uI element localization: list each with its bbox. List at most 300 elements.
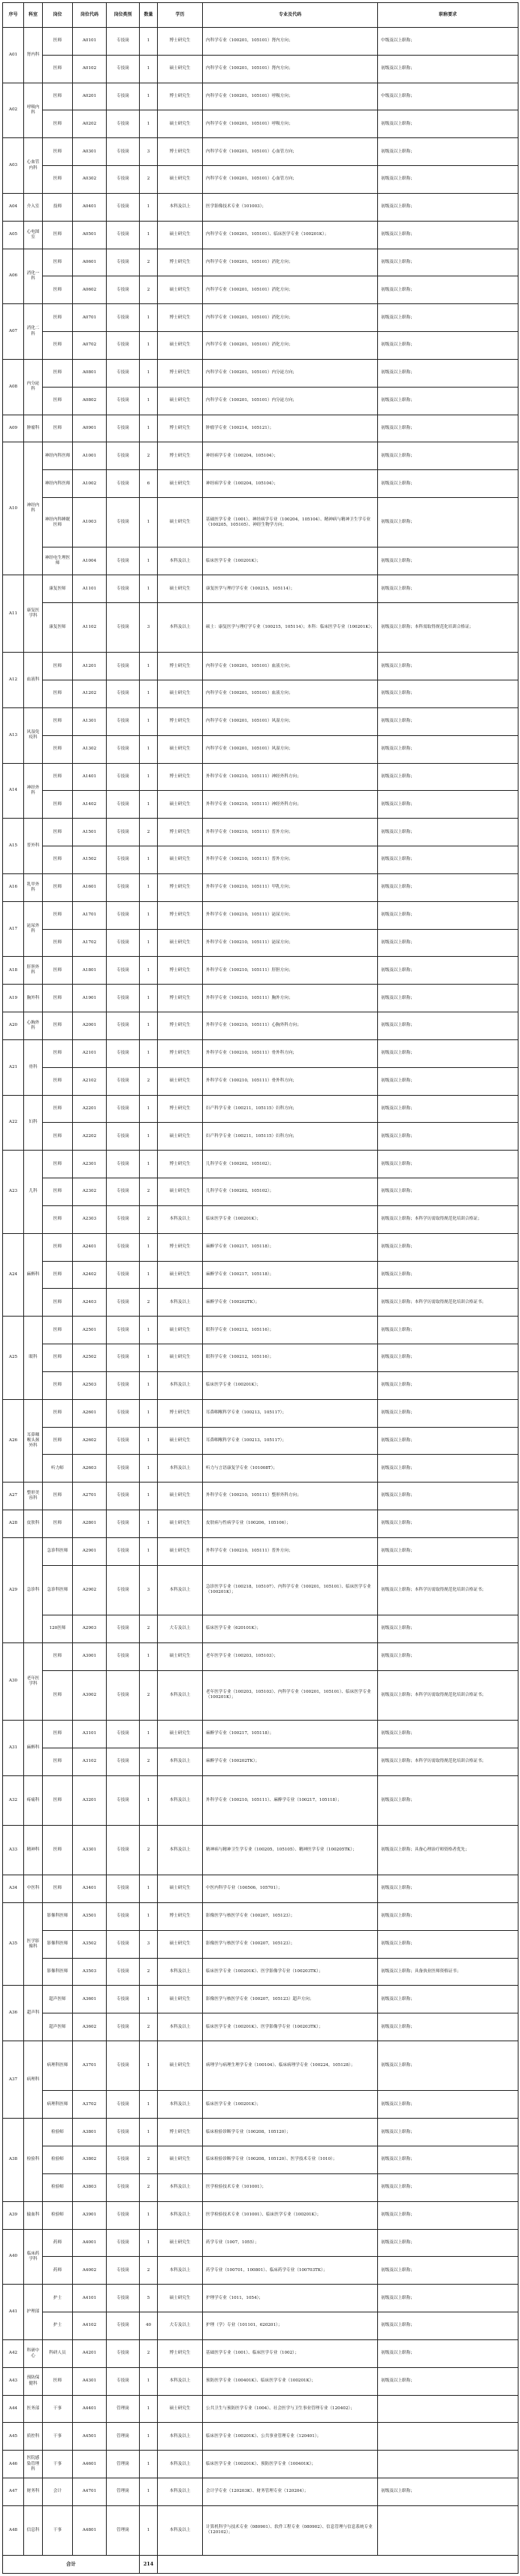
cell-category: 专技岗 xyxy=(107,2285,140,2312)
cell-category: 专技岗 xyxy=(107,304,140,332)
cell-education: 博士研究生 xyxy=(158,415,203,442)
cell-count: 1 xyxy=(140,1399,158,1427)
cell-code: A0701 xyxy=(73,304,107,332)
cell-category: 专技岗 xyxy=(107,985,140,1012)
cell-major: 药学专业（100701，100801）、临床药学专业（100703TK）； xyxy=(203,2257,378,2285)
cell-title-req: 初级及以上职称；本科学历需取得规范化培训合格证书； xyxy=(378,1748,518,1775)
table-row xyxy=(3,1012,518,1040)
cell-post: 医师 xyxy=(43,846,73,874)
table-row xyxy=(3,1178,518,1206)
cell-post: 影像科医师 xyxy=(43,1902,73,1930)
cell-title-req: 初级及以上职称； xyxy=(378,2285,518,2312)
cell-post: 医师 xyxy=(43,1344,73,1372)
cell-education: 博士研究生 xyxy=(158,304,203,332)
cell-count: 1 xyxy=(140,193,158,221)
cell-education: 硕士研究生 xyxy=(158,680,203,708)
cell-count: 1 xyxy=(140,763,158,791)
cell-title-req: 初级及以上职称； xyxy=(378,2339,518,2367)
cell-code: A0901 xyxy=(73,415,107,442)
cell-post: 医师 xyxy=(43,819,73,846)
cell-education: 本科及以上 xyxy=(158,2505,203,2555)
cell-seq: A05 xyxy=(3,221,24,249)
table-row xyxy=(3,221,518,249)
cell-count: 1 xyxy=(140,1875,158,1903)
cell-category: 专技岗 xyxy=(107,1902,140,1930)
table-row xyxy=(3,1261,518,1289)
cell-title-req: 初级及以上职称； xyxy=(378,221,518,249)
cell-count: 2 xyxy=(140,2146,158,2174)
cell-category: 专技岗 xyxy=(107,2339,140,2367)
cell-seq: A15 xyxy=(3,819,24,874)
cell-education: 硕士研究生 xyxy=(158,1123,203,1151)
cell-post: 医师 xyxy=(43,1399,73,1427)
cell-seq: A12 xyxy=(3,653,24,708)
cell-seq: A09 xyxy=(3,415,24,442)
cell-education: 博士研究生 xyxy=(158,28,203,56)
cell-major: 麻醉学专业（100217，105118）； xyxy=(203,1233,378,1261)
cell-dept: 皮肤科 xyxy=(24,1510,43,1538)
cell-code: A2302 xyxy=(73,1178,107,1206)
cell-post: 120医师 xyxy=(43,1615,73,1642)
cell-post: 会计 xyxy=(43,2478,73,2506)
cell-code: A4201 xyxy=(73,2339,107,2367)
cell-seq: A20 xyxy=(3,1012,24,1040)
cell-code: A3002 xyxy=(73,1670,107,1720)
cell-post: 医师 xyxy=(43,1642,73,1670)
total-blank xyxy=(158,2556,518,2574)
cell-major: 护理学专业（1011，1054）； xyxy=(203,2285,378,2312)
cell-count: 1 xyxy=(140,110,158,138)
cell-post: 医师 xyxy=(43,1012,73,1040)
cell-category: 专技岗 xyxy=(107,359,140,387)
cell-education: 本科及以上 xyxy=(158,1825,203,1875)
cell-post: 医师 xyxy=(43,1289,73,1317)
cell-title-req: 初级及以上职称； xyxy=(378,55,518,83)
cell-category: 专技岗 xyxy=(107,1670,140,1720)
cell-major: 临床医学专业（100201K）； xyxy=(203,1205,378,1233)
cell-code: A3602 xyxy=(73,2013,107,2041)
cell-seq: A33 xyxy=(3,1825,24,1875)
cell-category: 专技岗 xyxy=(107,387,140,415)
header-code: 岗位代码 xyxy=(73,3,107,28)
cell-post: 医师 xyxy=(43,28,73,56)
table-row xyxy=(3,2339,518,2367)
cell-category: 专技岗 xyxy=(107,1233,140,1261)
table-row xyxy=(3,83,518,110)
cell-count: 1 xyxy=(140,985,158,1012)
table-row xyxy=(3,1902,518,1930)
table-row xyxy=(3,653,518,680)
cell-category: 专技岗 xyxy=(107,1720,140,1748)
cell-count: 1 xyxy=(140,221,158,249)
cell-education: 博士研究生 xyxy=(158,1012,203,1040)
cell-post: 医师 xyxy=(43,332,73,360)
cell-code: A4102 xyxy=(73,2312,107,2340)
table-row xyxy=(3,1455,518,1483)
cell-post: 医师 xyxy=(43,1261,73,1289)
cell-post: 医师 xyxy=(43,1205,73,1233)
cell-code: A0102 xyxy=(73,55,107,83)
table-row xyxy=(3,193,518,221)
header-seq: 序号 xyxy=(3,3,24,28)
cell-category: 专技岗 xyxy=(107,2041,140,2091)
cell-major: 儿科学专业（100202，105102）； xyxy=(203,1178,378,1206)
cell-major: 临床医学专业（620101K）； xyxy=(203,1615,378,1642)
cell-dept: 老年医学科 xyxy=(24,1642,43,1720)
cell-education: 硕士研究生 xyxy=(158,276,203,304)
cell-code: A1003 xyxy=(73,498,107,547)
cell-post: 医师 xyxy=(43,83,73,110)
cell-count: 3 xyxy=(140,603,158,653)
cell-title-req: 初级及以上职称； xyxy=(378,1930,518,1958)
cell-post: 医师 xyxy=(43,1825,73,1875)
cell-major: 老年医学专业（100203，105103）； xyxy=(203,1642,378,1670)
cell-seq: A35 xyxy=(3,1902,24,1985)
cell-education: 硕士研究生 xyxy=(158,1930,203,1958)
cell-code: A3503 xyxy=(73,1958,107,1986)
cell-education: 硕士研究生 xyxy=(158,791,203,819)
header-major: 专业及代码 xyxy=(203,3,378,28)
cell-major: 影像医学与核医学专业（100207，105123）； xyxy=(203,1902,378,1930)
cell-category: 专技岗 xyxy=(107,2312,140,2340)
cell-education: 博士研究生 xyxy=(158,1902,203,1930)
table-row xyxy=(3,1039,518,1067)
cell-category: 专技岗 xyxy=(107,2367,140,2395)
cell-education: 博士研究生 xyxy=(158,442,203,470)
cell-code: A0602 xyxy=(73,276,107,304)
table-row xyxy=(3,1875,518,1903)
cell-major: 临床医学专业（100201K）； xyxy=(203,547,378,575)
cell-post: 检验师 xyxy=(43,2201,73,2229)
cell-count: 1 xyxy=(140,1427,158,1455)
cell-category: 专技岗 xyxy=(107,498,140,547)
cell-count: 1 xyxy=(140,1371,158,1399)
cell-dept: 医务部 xyxy=(24,2395,43,2423)
cell-education: 本科及以上 xyxy=(158,2173,203,2201)
cell-major: 内科学专业（100201，105101）风湿方向； xyxy=(203,707,378,735)
cell-title-req: 初级及以上职称； xyxy=(378,1095,518,1123)
cell-post: 医师 xyxy=(43,1427,73,1455)
cell-title-req: 初级及以上职称； xyxy=(378,735,518,763)
cell-post: 急诊科医师 xyxy=(43,1537,73,1565)
cell-title-req: 初级及以上职称；本科需取得规范化培训合格证； xyxy=(378,603,518,653)
cell-major: 临床医学专业（100201K）、公共事业管理专业（120401）； xyxy=(203,2423,378,2451)
cell-major: 基础医学专业（1001）、临床医学专业（1002）； xyxy=(203,2339,378,2367)
cell-education: 博士研究生 xyxy=(158,985,203,1012)
cell-dept: 信息科 xyxy=(24,2505,43,2555)
cell-category: 专技岗 xyxy=(107,2146,140,2174)
cell-major: 影像医学与核医学专业（100207，105123）超声方向； xyxy=(203,1986,378,2013)
cell-dept: 检验科 xyxy=(24,2119,43,2201)
cell-dept: 心电图室 xyxy=(24,221,43,249)
cell-title-req xyxy=(378,2451,518,2478)
cell-education: 博士研究生 xyxy=(158,763,203,791)
cell-major: 内科学专业（100201，105101）消化方向； xyxy=(203,332,378,360)
cell-title-req: 初级及以上职称； xyxy=(378,470,518,498)
cell-count: 1 xyxy=(140,1095,158,1123)
cell-code: A3801 xyxy=(73,2119,107,2146)
cell-post: 病理科医师 xyxy=(43,2091,73,2119)
cell-dept: 整形美容科 xyxy=(24,1483,43,1510)
table-row xyxy=(3,415,518,442)
cell-title-req: 初级及以上职称；本科学历需取得规范化培训合格证； xyxy=(378,1205,518,1233)
cell-education: 硕士研究生 xyxy=(158,2285,203,2312)
table-row xyxy=(3,1371,518,1399)
cell-code: A4101 xyxy=(73,2285,107,2312)
cell-post: 医师 xyxy=(43,359,73,387)
cell-education: 硕士研究生 xyxy=(158,1427,203,1455)
cell-education: 博士研究生 xyxy=(158,83,203,110)
cell-major: 医学检验技术专业（101001）； xyxy=(203,2173,378,2201)
table-row xyxy=(3,1615,518,1642)
cell-dept: 消化二科 xyxy=(24,304,43,360)
cell-count: 1 xyxy=(140,1317,158,1344)
cell-major: 内科学专业（100201，105101）、临床医学专业（100201K）； xyxy=(203,221,378,249)
cell-title-req: 初级及以上职称； xyxy=(378,138,518,166)
cell-category: 专技岗 xyxy=(107,2201,140,2229)
cell-title-req: 初级及以上职称； xyxy=(378,1178,518,1206)
cell-count: 3 xyxy=(140,1930,158,1958)
cell-code: A2502 xyxy=(73,1344,107,1372)
cell-count: 1 xyxy=(140,415,158,442)
cell-major: 眼科学专业（100212，105116）； xyxy=(203,1344,378,1372)
table-row xyxy=(3,55,518,83)
cell-count: 1 xyxy=(140,28,158,56)
cell-education: 硕士研究生 xyxy=(158,55,203,83)
table-row xyxy=(3,1537,518,1565)
table-row xyxy=(3,846,518,874)
cell-major: 外科学专业（100210，105111）神经外科方向； xyxy=(203,791,378,819)
cell-major: 外科学专业（100210，105111）整形外科方向； xyxy=(203,1483,378,1510)
cell-post: 医师 xyxy=(43,276,73,304)
table-row xyxy=(3,707,518,735)
table-row xyxy=(3,470,518,498)
cell-code: A1401 xyxy=(73,763,107,791)
cell-seq: A26 xyxy=(3,1399,24,1482)
table-row xyxy=(3,2201,518,2229)
cell-education: 硕士研究生 xyxy=(158,1261,203,1289)
cell-category: 专技岗 xyxy=(107,1039,140,1067)
cell-code: A2301 xyxy=(73,1151,107,1178)
cell-seq: A11 xyxy=(3,575,24,653)
cell-education: 本科及以上 xyxy=(158,1748,203,1775)
cell-post: 医师 xyxy=(43,1151,73,1178)
cell-count: 1 xyxy=(140,575,158,603)
table-row xyxy=(3,929,518,957)
cell-post: 检验师 xyxy=(43,2119,73,2146)
cell-seq: A13 xyxy=(3,707,24,763)
cell-title-req: 初级及以上职称； xyxy=(378,2201,518,2229)
cell-seq: A39 xyxy=(3,2201,24,2229)
cell-seq: A21 xyxy=(3,1039,24,1095)
cell-count: 1 xyxy=(140,2451,158,2478)
cell-code: A0301 xyxy=(73,138,107,166)
cell-dept: 肾内科 xyxy=(24,28,43,83)
cell-education: 博士研究生 xyxy=(158,1233,203,1261)
cell-category: 专技岗 xyxy=(107,442,140,470)
cell-major: 内科学专业（100201，105101）消化方向； xyxy=(203,276,378,304)
cell-major: 内科学专业（100201，105101）心血管方向； xyxy=(203,138,378,166)
cell-title-req: 初级及以上职称； xyxy=(378,2257,518,2285)
cell-post: 干事 xyxy=(43,2395,73,2423)
cell-category: 专技岗 xyxy=(107,1371,140,1399)
cell-post: 干事 xyxy=(43,2505,73,2555)
cell-title-req: 初级及以上职称； xyxy=(378,1875,518,1903)
cell-code: A3001 xyxy=(73,1642,107,1670)
cell-title-req: 初级及以上职称； xyxy=(378,2367,518,2395)
cell-dept: 中医科 xyxy=(24,1875,43,1903)
cell-count: 1 xyxy=(140,1344,158,1372)
cell-post: 康复医师 xyxy=(43,575,73,603)
table-row xyxy=(3,1775,518,1825)
cell-post: 医师 xyxy=(43,1178,73,1206)
table-body xyxy=(3,28,518,2556)
table-row xyxy=(3,873,518,901)
cell-title-req: 初级及以上职称； xyxy=(378,2041,518,2091)
cell-code: A2601 xyxy=(73,1399,107,1427)
cell-major: 外科学专业（100210，105111）骨外科方向； xyxy=(203,1067,378,1095)
cell-post: 康复医师 xyxy=(43,603,73,653)
cell-major: 内科学专业（100201，105101）心血管方向； xyxy=(203,166,378,194)
table-row xyxy=(3,1399,518,1427)
cell-education: 本科及以上 xyxy=(158,1958,203,1986)
cell-post: 神经内科医师 xyxy=(43,442,73,470)
cell-major: 中医内科学专业（100506，105701）； xyxy=(203,1875,378,1903)
cell-education: 硕士研究生 xyxy=(158,498,203,547)
cell-dept: 麻醉科 xyxy=(24,1720,43,1775)
cell-seq: A24 xyxy=(3,1233,24,1316)
cell-code: A3601 xyxy=(73,1986,107,2013)
cell-category: 专技岗 xyxy=(107,1455,140,1483)
cell-education: 本科及以上 xyxy=(158,2257,203,2285)
cell-education: 本科及以上 xyxy=(158,2013,203,2041)
cell-count: 1 xyxy=(140,1642,158,1670)
cell-post: 药师 xyxy=(43,2257,73,2285)
cell-post: 医师 xyxy=(43,1233,73,1261)
cell-education: 硕士研究生 xyxy=(158,846,203,874)
cell-post: 影像科医师 xyxy=(43,1930,73,1958)
cell-code: A1202 xyxy=(73,680,107,708)
table-row xyxy=(3,304,518,332)
cell-dept: 质控科 xyxy=(24,2423,43,2451)
cell-post: 超声医师 xyxy=(43,1986,73,2013)
cell-category: 专技岗 xyxy=(107,957,140,985)
cell-code: A3502 xyxy=(73,1930,107,1958)
cell-education: 本科及以上 xyxy=(158,1289,203,1317)
cell-code: A0202 xyxy=(73,110,107,138)
cell-dept: 肿瘤科 xyxy=(24,415,43,442)
cell-category: 专技岗 xyxy=(107,1205,140,1233)
cell-major: 内科学专业（100201，105101）消化方向； xyxy=(203,304,378,332)
table-row xyxy=(3,2312,518,2340)
cell-education: 本科及以上 xyxy=(158,193,203,221)
table-row xyxy=(3,1720,518,1748)
table-row xyxy=(3,1483,518,1510)
cell-category: 专技岗 xyxy=(107,1825,140,1875)
cell-code: A2402 xyxy=(73,1261,107,1289)
cell-code: A1301 xyxy=(73,707,107,735)
cell-category: 专技岗 xyxy=(107,193,140,221)
cell-count: 1 xyxy=(140,1510,158,1538)
cell-major: 药学专业（1007，1055）； xyxy=(203,2229,378,2257)
table-row xyxy=(3,1205,518,1233)
cell-count: 2 xyxy=(140,166,158,194)
cell-code: A2101 xyxy=(73,1039,107,1067)
cell-category: 专技岗 xyxy=(107,1748,140,1775)
cell-major: 预防医学专业（100401K）、临床医学专业（100201K）； xyxy=(203,2367,378,2395)
table-row xyxy=(3,332,518,360)
cell-count: 1 xyxy=(140,653,158,680)
table-row xyxy=(3,442,518,470)
cell-title-req: 初级及以上职称； xyxy=(378,1483,518,1510)
cell-dept: 普外科 xyxy=(24,819,43,874)
cell-code: A4801 xyxy=(73,2505,107,2555)
cell-major: 耳鼻咽喉科学专业（100213，105117）； xyxy=(203,1399,378,1427)
cell-post: 科研人员 xyxy=(43,2339,73,2367)
cell-title-req: 初级及以上职称； xyxy=(378,1537,518,1565)
cell-code: A2303 xyxy=(73,1205,107,1233)
cell-category: 专技岗 xyxy=(107,166,140,194)
cell-category: 管理岗 xyxy=(107,2423,140,2451)
cell-count: 1 xyxy=(140,2423,158,2451)
cell-code: A2701 xyxy=(73,1483,107,1510)
cell-post: 医师 xyxy=(43,1775,73,1825)
table-row xyxy=(3,1986,518,2013)
table-row xyxy=(3,1123,518,1151)
cell-title-req: 初级及以上职称； xyxy=(378,1455,518,1483)
cell-title-req: 初级及以上职称； xyxy=(378,1261,518,1289)
cell-major: 影像医学与核医学专业（100207，105123）； xyxy=(203,1930,378,1958)
table-row xyxy=(3,359,518,387)
cell-code: A0101 xyxy=(73,28,107,56)
table-row xyxy=(3,1825,518,1875)
cell-post: 听力师 xyxy=(43,1455,73,1483)
cell-title-req: 初级及以上职称； xyxy=(378,276,518,304)
cell-dept: 预防保健科 xyxy=(24,2367,43,2395)
cell-title-req: 初级及以上职称； xyxy=(378,791,518,819)
table-row xyxy=(3,28,518,56)
cell-count: 1 xyxy=(140,929,158,957)
cell-count: 1 xyxy=(140,2505,158,2555)
cell-title-req: 初级及以上职称； xyxy=(378,1399,518,1427)
cell-title-req: 初级及以上职称； xyxy=(378,1123,518,1151)
cell-title-req: 初级及以上职称；本科学历需取得规范化培训合格证书； xyxy=(378,1670,518,1720)
cell-code: A1901 xyxy=(73,985,107,1012)
table-row xyxy=(3,1317,518,1344)
cell-post: 医师 xyxy=(43,680,73,708)
cell-count: 1 xyxy=(140,1455,158,1483)
cell-education: 硕士研究生 xyxy=(158,2395,203,2423)
cell-code: A1501 xyxy=(73,819,107,846)
header-post: 岗位 xyxy=(43,3,73,28)
cell-education: 博士研究生 xyxy=(158,901,203,929)
cell-count: 2 xyxy=(140,1670,158,1720)
cell-education: 本科及以上 xyxy=(158,1205,203,1233)
cell-count: 1 xyxy=(140,1123,158,1151)
cell-education: 本科及以上 xyxy=(158,1775,203,1825)
cell-title-req: 初级及以上职称； xyxy=(378,846,518,874)
cell-dept: 儿科 xyxy=(24,1151,43,1233)
cell-dept: 精神科 xyxy=(24,1825,43,1875)
cell-post: 医师 xyxy=(43,110,73,138)
cell-code: A4301 xyxy=(73,2367,107,2395)
cell-major: 硕士：康复医学与理疗学专业（100215，105114）；本科：临床医学专业（100201K）； xyxy=(203,603,378,653)
cell-major: 眼科学专业（100212，105116）； xyxy=(203,1317,378,1344)
cell-count: 1 xyxy=(140,83,158,110)
cell-title-req: 初级及以上职称； xyxy=(378,819,518,846)
cell-category: 专技岗 xyxy=(107,1510,140,1538)
cell-major: 护理（学）专业（101101，620201）； xyxy=(203,2312,378,2340)
